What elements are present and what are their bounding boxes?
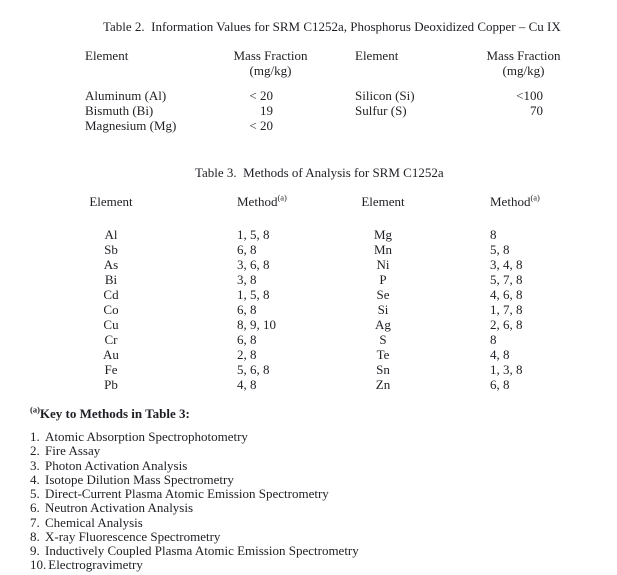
element-cell: Bi xyxy=(104,272,118,287)
header-label: Element xyxy=(355,48,399,63)
list-item-label: Fire Assay xyxy=(45,443,101,459)
method-cell: 6, 8 xyxy=(237,242,257,257)
mass-fraction-cell xyxy=(466,118,581,133)
mass-fraction-cell: < 20 xyxy=(249,118,273,133)
method-cell: 1, 3, 8 xyxy=(490,362,523,377)
table-row xyxy=(61,242,590,257)
element-cell: Cr xyxy=(104,332,118,347)
list-item-number: 2. xyxy=(30,443,40,459)
table-row xyxy=(85,78,581,103)
table-row xyxy=(85,103,581,118)
list-item-number: 4. xyxy=(30,471,40,487)
method-cell: 4, 8 xyxy=(490,347,510,362)
footnote-marker: (a) xyxy=(530,194,540,203)
element-cell: Mg xyxy=(373,227,393,242)
element-cell: Co xyxy=(103,302,119,317)
element-cell: Magnesium (Mg) xyxy=(85,118,177,133)
list-item-label: Electrogravimetry xyxy=(48,557,143,573)
header-label: Element xyxy=(361,194,405,209)
list-item xyxy=(30,473,359,487)
list-item xyxy=(30,530,359,544)
table-row xyxy=(61,347,590,362)
table-row xyxy=(61,272,590,287)
table2-title: Table 2. Information Values for SRM C1252a, Phosphorus Deoxidized Copper – Cu IX xyxy=(103,19,561,34)
table2-header-row xyxy=(85,48,581,78)
mass-fraction-cell: <100 xyxy=(516,88,543,103)
element-cell: Pb xyxy=(104,377,118,392)
mass-fraction-cell: 19 xyxy=(260,103,273,118)
list-item xyxy=(30,516,359,530)
element-cell: Sb xyxy=(104,242,118,257)
list-item-label: Isotope Dilution Mass Spectrometry xyxy=(45,471,234,487)
header-unit: (mg/kg) xyxy=(249,63,292,78)
header-label: Element xyxy=(89,194,133,209)
element-cell: Te xyxy=(376,347,390,362)
element-cell: Si xyxy=(377,302,389,317)
table-row xyxy=(61,302,590,317)
table3-header-element xyxy=(61,194,161,209)
list-item-number: 8. xyxy=(30,528,40,544)
list-item-number: 1. xyxy=(30,429,40,444)
header-label: Method xyxy=(237,194,278,209)
element-cell: Ag xyxy=(375,317,391,332)
list-item-label: Photon Activation Analysis xyxy=(45,457,188,473)
table3-body xyxy=(61,209,590,392)
header-unit: (mg/kg) xyxy=(502,63,545,78)
element-cell: As xyxy=(103,257,119,272)
element-cell: Fe xyxy=(104,362,118,377)
key-method-list xyxy=(30,430,359,573)
mass-fraction-cell: 70 xyxy=(530,103,543,118)
table2-header-mass-fraction-2 xyxy=(466,48,581,78)
method-cell: 3, 6, 8 xyxy=(237,257,270,272)
element-cell: Sulfur (S) xyxy=(355,103,407,118)
list-item-number: 9. xyxy=(30,543,40,558)
table3-header-row xyxy=(61,194,590,209)
key-heading-label: Key to Methods in Table 3: xyxy=(39,406,190,421)
table-row xyxy=(61,287,590,302)
method-cell: 5, 8 xyxy=(490,242,510,257)
table3-header-method-2 xyxy=(433,194,590,209)
list-item xyxy=(30,430,359,444)
key-heading xyxy=(30,406,190,422)
element-cell: Aluminum (Al) xyxy=(85,88,167,103)
element-cell: S xyxy=(379,332,387,347)
list-item-number: 6. xyxy=(30,500,40,516)
method-cell: 5, 6, 8 xyxy=(237,362,270,377)
footnote-marker: (a) xyxy=(30,404,40,415)
list-item-number: 5. xyxy=(30,486,40,501)
list-item-label: Atomic Absorption Spectrophotometry xyxy=(45,429,248,444)
table2-information-values xyxy=(85,48,581,133)
list-item xyxy=(30,444,359,458)
element-cell: Cu xyxy=(103,317,119,332)
table-row xyxy=(85,118,581,133)
table3-header-element-2 xyxy=(333,194,433,209)
table2-body xyxy=(85,78,581,133)
table3-header-method xyxy=(161,194,333,209)
list-item xyxy=(30,487,359,501)
list-item-number: 3. xyxy=(30,457,40,473)
method-cell: 6, 8 xyxy=(490,377,510,392)
element-cell: Se xyxy=(376,287,390,302)
header-label: Mass Fraction xyxy=(233,48,308,63)
element-cell: P xyxy=(379,272,387,287)
method-cell: 1, 5, 8 xyxy=(237,227,270,242)
header-label: Method xyxy=(490,194,531,209)
element-cell: Al xyxy=(104,227,118,242)
element-cell: Sn xyxy=(376,362,390,377)
table-row xyxy=(61,377,590,392)
table2-header-element-2 xyxy=(328,48,466,78)
method-cell: 8 xyxy=(490,332,497,347)
table-row xyxy=(61,332,590,347)
element-cell: Au xyxy=(103,347,119,362)
method-cell: 4, 6, 8 xyxy=(490,287,523,302)
method-cell: 4, 8 xyxy=(237,377,257,392)
element-cell: Zn xyxy=(375,377,391,392)
list-item xyxy=(30,459,359,473)
method-cell: 2, 6, 8 xyxy=(490,317,523,332)
table-row xyxy=(61,209,590,242)
mass-fraction-cell: < 20 xyxy=(249,88,273,103)
element-cell xyxy=(328,118,466,133)
method-cell: 1, 5, 8 xyxy=(237,287,270,302)
element-cell: Bismuth (Bi) xyxy=(85,103,154,118)
list-item-label: Chemical Analysis xyxy=(45,514,143,530)
list-item xyxy=(30,501,359,515)
table3-methods-of-analysis xyxy=(61,194,590,392)
method-cell: 5, 7, 8 xyxy=(490,272,523,287)
table-row xyxy=(61,257,590,272)
list-item-number: 7. xyxy=(30,514,40,530)
list-item-number: 10. xyxy=(30,557,47,573)
element-cell: Silicon (Si) xyxy=(355,88,415,103)
list-item-label: Inductively Coupled Plasma Atomic Emission Spectrometry xyxy=(45,543,359,558)
list-item xyxy=(30,544,359,558)
list-item-label: Direct-Current Plasma Atomic Emission Spectrometry xyxy=(45,486,329,501)
table3-title: Table 3. Methods of Analysis for SRM C1252a xyxy=(195,165,444,180)
method-cell: 3, 4, 8 xyxy=(490,257,523,272)
method-cell: 6, 8 xyxy=(237,332,257,347)
header-label: Element xyxy=(85,48,129,63)
element-cell: Ni xyxy=(376,257,390,272)
method-cell: 8 xyxy=(490,227,497,242)
footnote-marker: (a) xyxy=(277,194,287,203)
table-row xyxy=(61,317,590,332)
method-cell: 2, 8 xyxy=(237,347,257,362)
list-item xyxy=(30,558,359,572)
list-item-label: X-ray Fluorescence Spectrometry xyxy=(45,528,221,544)
element-cell: Mn xyxy=(373,242,393,257)
header-label: Mass Fraction xyxy=(486,48,561,63)
table-row xyxy=(61,362,590,377)
table2-header-element xyxy=(85,48,213,78)
method-cell: 8, 9, 10 xyxy=(237,317,276,332)
list-item-label: Neutron Activation Analysis xyxy=(45,500,194,516)
method-cell: 3, 8 xyxy=(237,272,257,287)
element-cell: Cd xyxy=(103,287,119,302)
method-cell: 1, 7, 8 xyxy=(490,302,523,317)
table2-header-mass-fraction xyxy=(213,48,328,78)
method-cell: 6, 8 xyxy=(237,302,257,317)
